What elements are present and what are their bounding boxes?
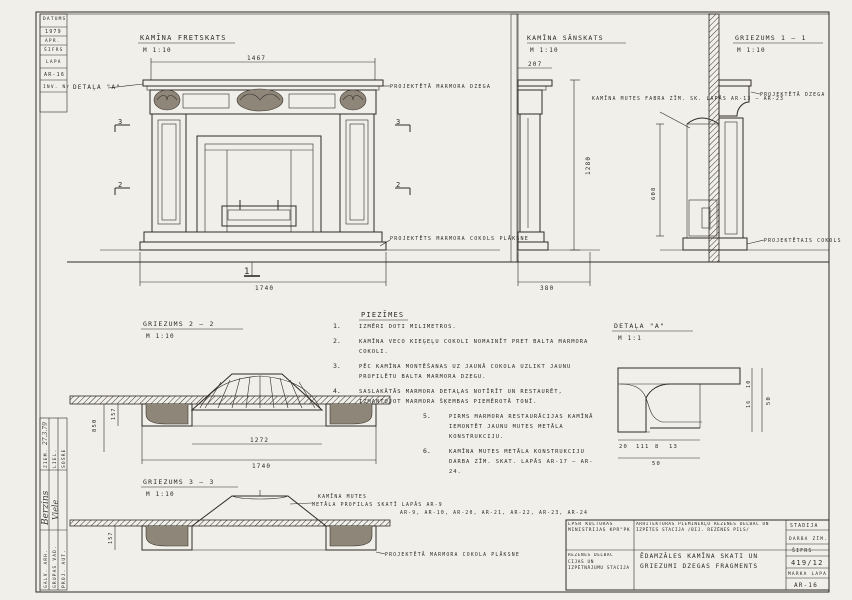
sig-row-1: GALV. ARH. [44, 548, 49, 588]
section-mark-1: 1 [244, 267, 251, 277]
stage-value: DARBA ZĪM. [789, 537, 829, 542]
note-item [333, 322, 603, 332]
note-item [423, 412, 603, 442]
section33-wall [70, 520, 390, 526]
sig-row-2: GRUPAS VAD. [53, 544, 58, 588]
note-text: KAMĪNA MUTES METĀLA KONSTRUKCIJU DARBA ZĪM. SKAT. LAPĀS AR-17 — AR-24. [449, 449, 594, 475]
front-note-bottom: PROJEKTĒTS MARMORA COKOLS PLĀKSNE [390, 236, 529, 242]
title-org3-wrap [568, 553, 632, 589]
side-title: KAMĪNA SĀNSKATS [527, 34, 604, 42]
stamp-label-sheet: LAPA [46, 60, 62, 65]
section22-scale: M 1:10 [146, 333, 175, 340]
section11-dim: 608 [651, 186, 657, 200]
front-dim-top: 1467 [247, 55, 267, 62]
section-1-1 [592, 14, 842, 262]
stamp-label-apr: APR. [45, 39, 61, 44]
cut-mark-3-left: 3 [118, 118, 124, 126]
note-number: 4. [333, 387, 341, 395]
detail-a-marker: DETAĻA "A" [73, 84, 122, 91]
section33-title: GRIEZUMS 3 — 3 [143, 478, 215, 486]
note-text: IZMĒRI DOTI MILIMETROS. [359, 324, 457, 330]
title-org2: ARHITEKTŪRAS PIEMINEKĻU REZĒNES DELBAC UN IZPĒTES STACIJA /BIJ. REZĒNES PILS/ [636, 522, 769, 533]
title-block [566, 520, 829, 590]
detailA-dim-4: 13 [669, 444, 679, 450]
section33-note-bottom: PROJEKTĒTĀ MARMORA COKOLA PLĀKSNE [385, 553, 520, 558]
title-org2-wrap [636, 522, 786, 550]
section33-note2: METĀLA PROFILAS SKATĪ LAPĀS AR-9 [312, 503, 443, 508]
detailA-dim-height: 50 [766, 395, 772, 405]
detailA-dim-3: 8 [655, 444, 660, 450]
notes-heading: PIEZĪMES [361, 311, 405, 319]
section11-note1: KAMĪNA MUTES FABRA ZĪM. SK. LAPĀS AR-13 — AR-23 [592, 97, 785, 102]
code-label: ŠIFRS [792, 549, 813, 554]
note-text: PIRMS MARMORA RESTAURĀCIJAS KAMĪNĀ IEMONTĒT JAUNU MUTES METĀLA KONSTRUKCIJU. [449, 414, 594, 440]
section33-dim: 157 [108, 531, 114, 544]
cut-mark-2-left: 2 [118, 181, 124, 189]
note-number: 1. [333, 322, 341, 330]
stamp-label-code: ŠIFRS [44, 48, 64, 53]
front-title: KAMĪNA FRETSKATS [140, 34, 227, 42]
notes-list [333, 322, 603, 477]
front-scale: M 1:10 [143, 47, 172, 54]
section22-dim-inner: 1272 [250, 437, 270, 444]
cut-mark-2-right: 2 [396, 181, 402, 189]
section-3-3 [70, 478, 588, 558]
note-text: SASLAKĀTĀS MARMORA DETAĻAS NOTĪRĪT UN RESTAURĒT, IZMANTOJOT MARMORA ŠĶEMBAS PIEMĒROTĀ TONĪ. [359, 389, 563, 405]
stamp-value-sheet: AR-16 [44, 72, 66, 78]
title-org1-wrap [568, 522, 632, 550]
detailA-scale: M 1:1 [618, 335, 643, 342]
left-stamp [40, 14, 70, 590]
stamp-label-inv: INV. Nr [43, 85, 71, 90]
section22-dim-height: 850 [92, 418, 98, 432]
sheet-label: MARKA LAPA [788, 572, 828, 577]
section22-dim-depth: 157 [111, 407, 117, 420]
sig-row-3: PROJ. AUT. [62, 548, 67, 588]
note-text: PĒC KAMĪNA MONTĒŠANAS UZ JAUNĀ COKOLA UZLIKT JAUNU PROFILĒTU BALTA MARMORA DZEGU. [359, 364, 572, 380]
stage-label: STADIJA [790, 524, 819, 529]
title-org3: REZĒNES DELBAC CIJAS UN IZPĒTNĀJUMU STACIJA [568, 553, 630, 571]
section22-title: GRIEZUMS 2 — 2 [143, 320, 215, 328]
section11-note2: PROJEKTĒTĀ DZEGA [760, 93, 826, 98]
signature-1: Berzins [41, 490, 51, 525]
stamp-value-date: 1979 [45, 29, 62, 35]
detailA-dim-2: 111 [636, 444, 650, 450]
note-number: 6. [423, 447, 431, 455]
note-number: 2. [333, 337, 341, 345]
sheet-value: AR-16 [794, 582, 819, 589]
detail-a [612, 322, 772, 467]
side-scale: M 1:10 [530, 47, 559, 54]
side-dim-height: 1280 [585, 155, 592, 175]
section33-note1: KAMĪNA MUTES [318, 495, 368, 500]
front-view [73, 33, 529, 292]
note-text: KAMĪNA VECO KIEĢEĻU COKOLI NOMAINĪT PRET BALTA MARMORA COKOLI. [359, 339, 589, 355]
side-dim-top: 207 [528, 61, 543, 68]
sig-col-3: SOŠRE [62, 448, 67, 468]
side-view [511, 14, 626, 292]
front-dim-bottom: 1740 [255, 285, 275, 292]
section22-dim-outer: 1740 [252, 463, 272, 470]
detailA-dim-6: 16 [746, 399, 752, 408]
detailA-dim-1: 20 [619, 444, 629, 450]
drawing-title-wrap [636, 552, 784, 588]
section33-scale: M 1:10 [146, 491, 175, 498]
signature-2: Viele [51, 499, 60, 520]
side-dim-depth: 380 [540, 285, 555, 292]
note-item [333, 337, 603, 357]
detailA-dim-width: 50 [652, 461, 662, 467]
title-org1: LPSR KULTŪRAS MINISTRIJAS KPR"PK [568, 522, 631, 533]
drawing-title: ĒDAMZĀLES KAMĪNA SKATI UN GRIEZUMI DZEGAS FRAGMENTS [640, 553, 759, 570]
note-item [423, 447, 603, 477]
cut-mark-3-right: 3 [396, 118, 402, 126]
sig-col-2: LIEL. [53, 448, 58, 468]
note-item [333, 387, 603, 407]
sig-col-1: ZIEM. [44, 448, 49, 468]
note-number: 5. [423, 412, 431, 420]
note-number: 3. [333, 362, 341, 370]
front-note-top: PROJEKTĒTĀ MARMORA DZEGA [390, 84, 492, 90]
notes-block [359, 310, 408, 320]
section11-note3: PROJEKTĒTAIS COKOLS [764, 239, 842, 244]
code-value: 419/12 [791, 559, 824, 567]
section11-title: GRIEZUMS 1 — 1 [735, 34, 807, 42]
stamp-label-date: DATUMS [43, 17, 67, 22]
section33-note3: AR-9, AR-10, AR-20, AR-21, AR-22, AR-23, AR-24 [400, 511, 589, 516]
section11-scale: M 1:10 [737, 47, 766, 54]
detailA-title: DETAĻA "A" [614, 322, 666, 330]
detailA-dim-5: 10 [746, 379, 752, 388]
handwritten-date: 27.3.79 [42, 422, 49, 445]
note-item [333, 362, 603, 382]
section11-wall [709, 14, 719, 262]
